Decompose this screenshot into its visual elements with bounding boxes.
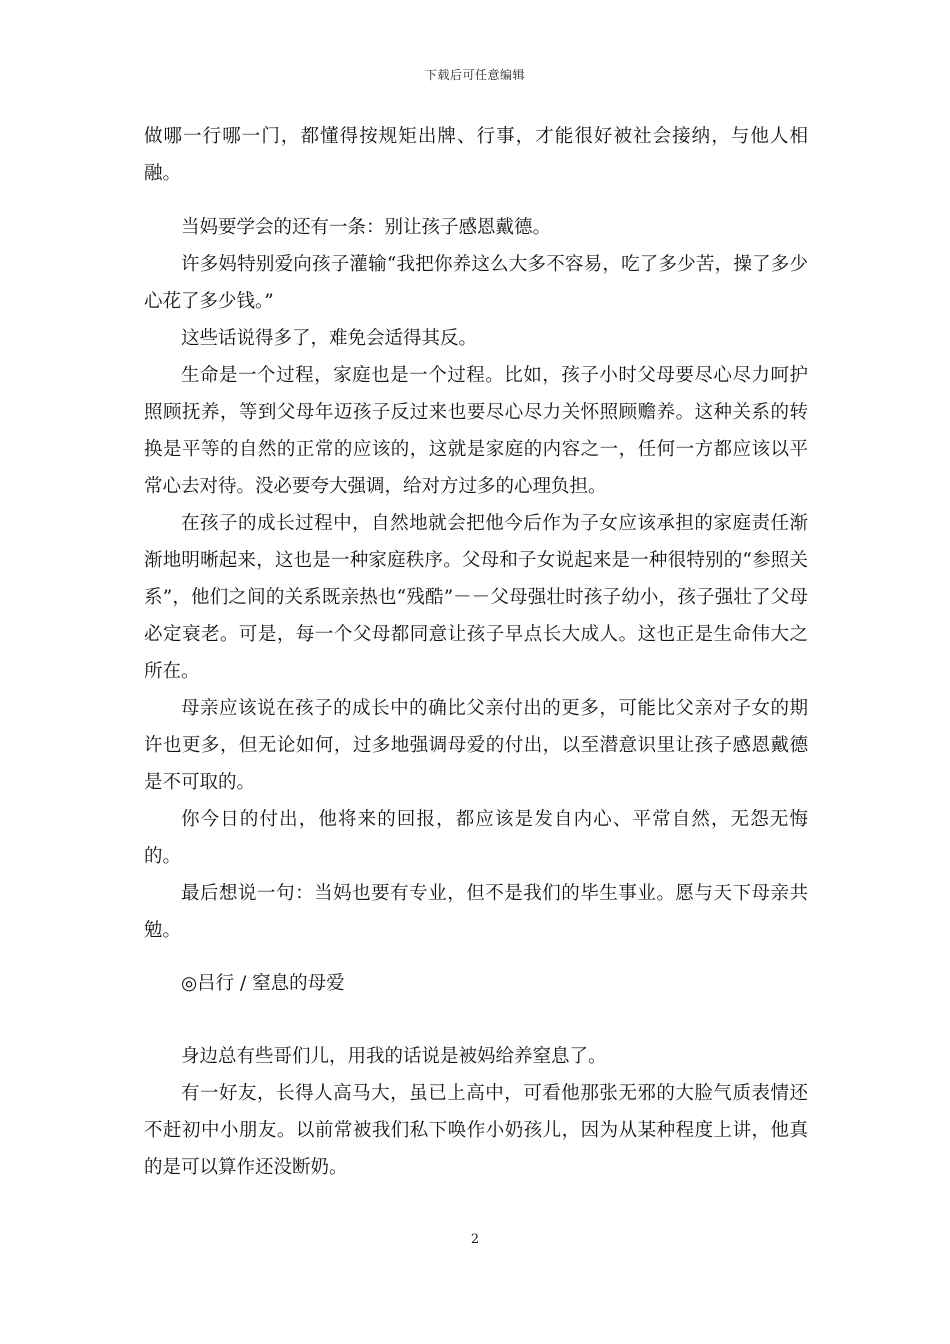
paragraph: 最后想说一句：当妈也要有专业，但不是我们的毕生事业。愿与天下母亲共勉。 (144, 883, 808, 941)
paragraph: 母亲应该说在孩子的成长中的确比父亲付出的更多，可能比父亲对子女的期许也更多，但无论如何，过多地强调母爱的付出，以至潜意识里让孩子感恩戴德是不可取的。 (144, 698, 808, 793)
paragraph: 许多妈特别爱向孩子灌输“我把你养这么大多不容易，吃了多少苦，操了多少心花了多少钱。” (144, 254, 808, 312)
page-number: 2 (470, 1232, 480, 1247)
paragraph-continued: 做哪一行哪一门，都懂得按规矩出牌、行事，才能很好被社会接纳，与他人相融。 (144, 126, 808, 184)
page-header: 下载后可任意编辑 (424, 68, 525, 82)
paragraph: 当妈要学会的还有一条：别让孩子感恩戴德。 (181, 217, 552, 238)
document-body (144, 118, 808, 1186)
paragraph: 身边总有些哥们儿，用我的话说是被妈给养窒息了。 (181, 1046, 607, 1067)
paragraph: 这些话说得多了，难免会适得其反。 (181, 328, 478, 349)
paragraph: 你今日的付出，他将来的回报，都应该是发自内心、平常自然，无怨无悔的。 (144, 809, 808, 867)
paragraph: 在孩子的成长过程中，自然地就会把他今后作为子女应该承担的家庭责任渐渐地明晰起来，这也是一种家庭秩序。父母和子女说起来是一种很特别的“参照关系”，他们之间的关系既亲热也“残酷”－－父母强壮时孩子幼小，孩子强壮了父母必定衰老。可是，每一个父母都同意让孩子早点长大成人。这也正是生命伟大之所在。 (144, 513, 808, 682)
paragraph: 生命是一个过程，家庭也是一个过程。比如，孩子小时父母要尽心尽力呵护照顾抚养，等到父母年迈孩子反过来也要尽心尽力关怀照顾赡养。这种关系的转换是平等的自然的正常的应该的，这就是家庭的内容之一，任何一方都应该以平常心去对待。没必要夸大强调，给对方过多的心理负担。 (144, 365, 808, 497)
paragraph: 有一好友，长得人高马大，虽已上高中，可看他那张无邪的大脸气质表情还不赶初中小朋友。以前常被我们私下唤作小奶孩儿，因为从某种程度上讲，他真的是可以算作还没断奶。 (144, 1083, 808, 1178)
section-byline: ◎吕行 / 窒息的母爱 (181, 973, 345, 994)
